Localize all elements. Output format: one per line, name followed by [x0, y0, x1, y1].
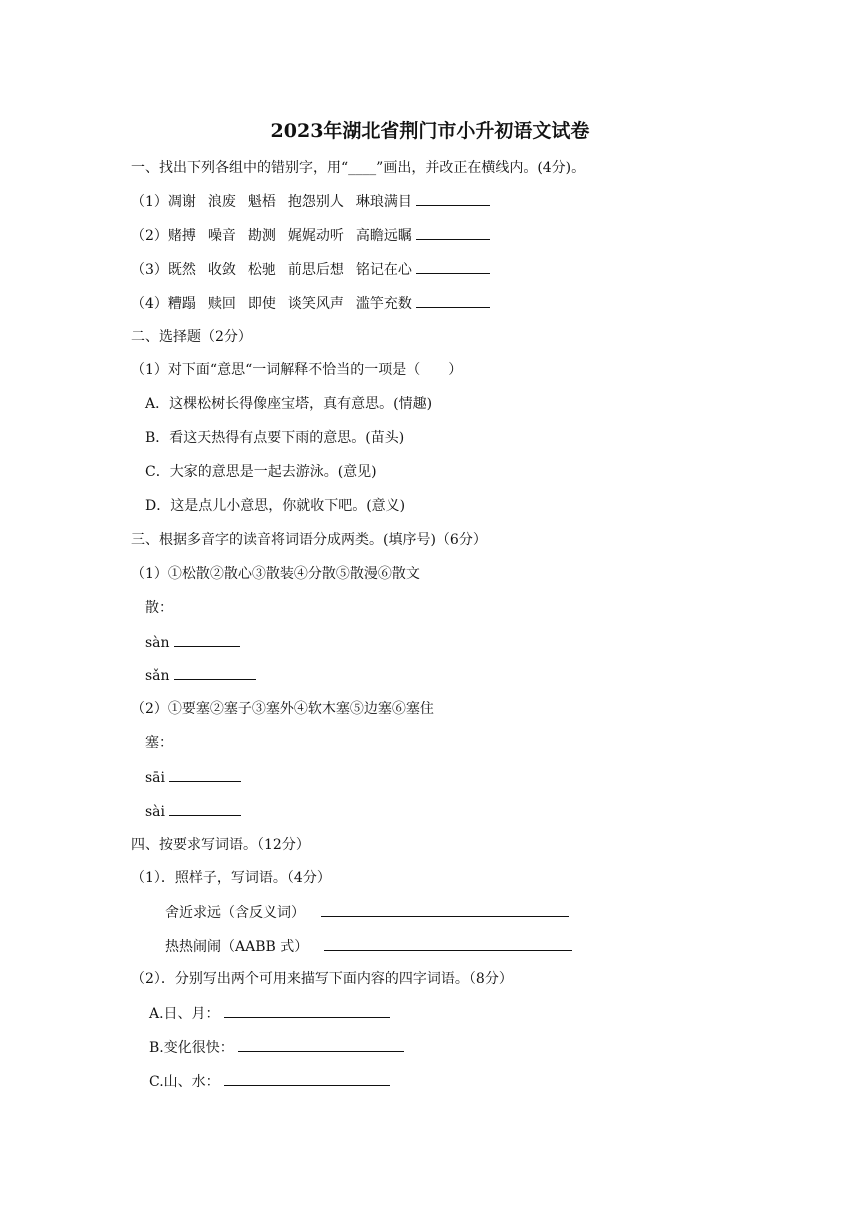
- word: 铭记在心: [355, 262, 412, 278]
- answer-blank[interactable]: [174, 665, 256, 680]
- q3-part2-char: 塞：: [145, 735, 173, 751]
- item-number: （4）: [131, 296, 168, 312]
- q4-sub1: （1）．照样子，写词语。（4分）: [131, 870, 331, 886]
- q3-part1-reading-2: [145, 665, 256, 686]
- word: 噪音: [207, 228, 236, 244]
- q2-option-d: D．这是点儿小意思，你就收下吧。(意义): [145, 498, 406, 514]
- q1-heading: 一、找出下列各组中的错别字，用“____”画出，并改正在横线内。(4分)。: [131, 160, 586, 176]
- word: 琳琅满目: [355, 194, 412, 210]
- answer-blank[interactable]: [169, 801, 241, 816]
- item-label: B.变化很快：: [149, 1040, 234, 1056]
- answer-blank[interactable]: [324, 936, 572, 951]
- word: 娓娓动听: [287, 228, 344, 244]
- item-label: C.山、水：: [149, 1074, 220, 1090]
- q1-item-4: [131, 293, 490, 314]
- word: 赌搏: [167, 228, 196, 244]
- example-label: 热热闹闹（AABB 式）: [165, 939, 309, 955]
- q4-item-b: [149, 1037, 404, 1058]
- pinyin-label: sài: [145, 804, 166, 820]
- pinyin-label: sǎn: [145, 668, 170, 684]
- example-label: 舍近求远（含反义词）: [165, 905, 305, 921]
- word: 谈笑风声: [287, 296, 344, 312]
- q1-item-2: [131, 225, 490, 246]
- word: 勘测: [247, 228, 276, 244]
- word: 浪废: [207, 194, 236, 210]
- q2-heading: 二、选择题（2分）: [131, 329, 252, 345]
- word: 收敛: [207, 262, 236, 278]
- answer-blank[interactable]: [224, 1071, 390, 1086]
- word: 前思后想: [287, 262, 344, 278]
- q4-example-2: [165, 936, 572, 957]
- word: 抱怨别人: [287, 194, 344, 210]
- word: 凋谢: [167, 194, 196, 210]
- page-title: 2023年湖北省荆门市小升初语文试卷: [270, 120, 590, 142]
- q3-part2-words: （2）①要塞②塞子③塞外④软木塞⑤边塞⑥塞住: [131, 701, 434, 717]
- item-number: （2）: [131, 228, 168, 244]
- answer-blank[interactable]: [321, 902, 569, 917]
- item-number: （1）: [131, 194, 168, 210]
- q3-part1-words: （1）①松散②散心③散装④分散⑤散漫⑥散文: [131, 566, 420, 582]
- answer-blank[interactable]: [238, 1037, 404, 1052]
- word: 糟蹋: [167, 296, 196, 312]
- word: 滥竽充数: [355, 296, 412, 312]
- answer-blank[interactable]: [416, 191, 490, 206]
- word: 即使: [247, 296, 276, 312]
- q4-heading: 四、按要求写词语。（12分）: [131, 837, 310, 853]
- q4-item-a: [149, 1003, 390, 1024]
- word: 既然: [167, 262, 196, 278]
- q4-example-1: [165, 902, 569, 923]
- q3-heading: 三、根据多音字的读音将词语分成两类。(填序号)（6分）: [131, 532, 487, 548]
- q2-option-b: B．看这天热得有点要下雨的意思。(苗头): [145, 430, 405, 446]
- pinyin-label: sàn: [145, 635, 170, 651]
- q2-option-c: C．大家的意思是一起去游泳。(意见): [145, 464, 377, 480]
- q2-question: （1）对下面“意思“一词解释不恰当的一项是（ ）: [131, 362, 463, 378]
- word: 赎回: [207, 296, 236, 312]
- q3-part2-reading-2: [145, 801, 241, 822]
- answer-blank[interactable]: [416, 293, 490, 308]
- q3-part1-reading-1: [145, 632, 240, 653]
- word: 高瞻远瞩: [355, 228, 412, 244]
- q3-part1-char: 散：: [145, 600, 173, 616]
- item-label: A.日、月：: [149, 1006, 220, 1022]
- q1-item-3: [131, 259, 490, 280]
- q2-option-a: A．这棵松树长得像座宝塔，真有意思。(情趣): [145, 396, 433, 412]
- word: 魁梧: [247, 194, 276, 210]
- answer-blank[interactable]: [416, 225, 490, 240]
- word: 松驰: [247, 262, 276, 278]
- item-number: （3）: [131, 262, 168, 278]
- q4-item-c: [149, 1071, 390, 1092]
- answer-blank[interactable]: [416, 259, 490, 274]
- pinyin-label: sāi: [145, 770, 166, 786]
- answer-blank[interactable]: [174, 632, 240, 647]
- q4-sub2: （2）．分别写出两个可用来描写下面内容的四字词语。（8分）: [131, 971, 513, 987]
- answer-blank[interactable]: [169, 767, 241, 782]
- q3-part2-reading-1: [145, 767, 241, 788]
- q1-item-1: [131, 191, 490, 212]
- answer-blank[interactable]: [224, 1003, 390, 1018]
